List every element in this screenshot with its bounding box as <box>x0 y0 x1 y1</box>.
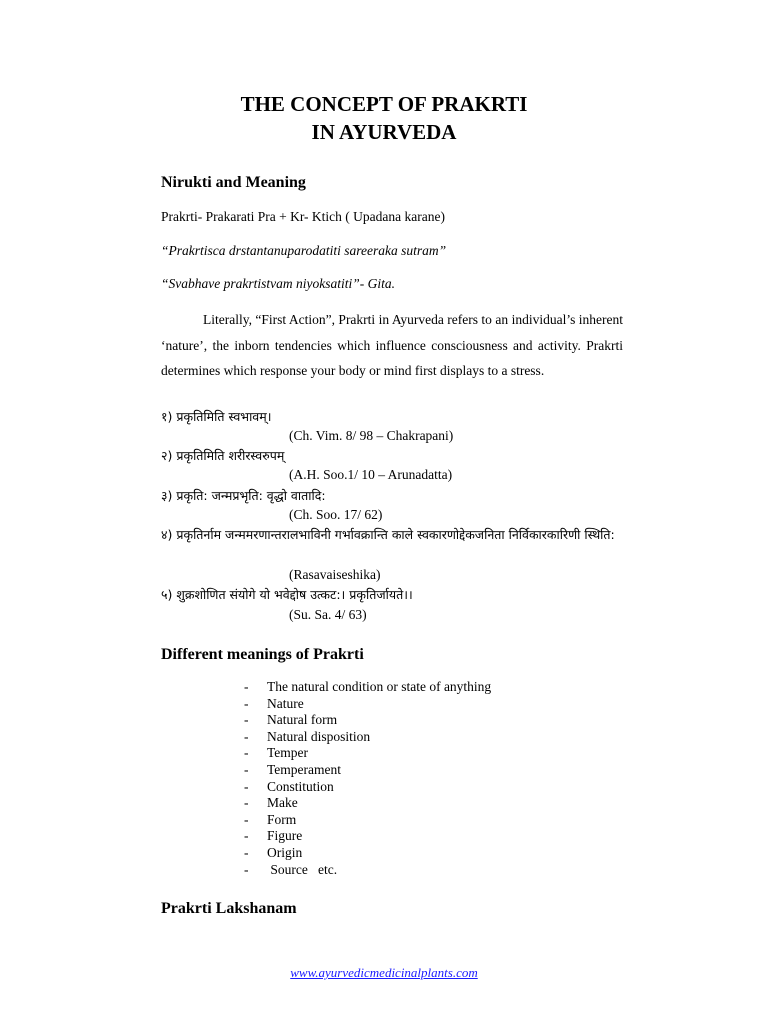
title-line-2: IN AYURVEDA <box>311 120 457 144</box>
list-item: - Natural disposition <box>244 728 371 744</box>
verse-3-reference: (Ch. Soo. 17/ 62) <box>289 507 383 522</box>
list-item: - Form <box>244 811 297 827</box>
verse-5-reference: (Su. Sa. 4/ 63) <box>289 607 367 622</box>
list-item: - Origin <box>244 844 303 860</box>
verse-2: २) प्रकृतिमिति शरीरस्वरुपम् <box>161 448 285 463</box>
section-heading-nirukti: Nirukti and Meaning <box>161 174 306 191</box>
list-item: - Source etc. <box>244 861 338 877</box>
page-title <box>0 90 768 146</box>
title-line-1: THE CONCEPT OF PRAKRTI <box>240 92 528 116</box>
verse-2-reference: (A.H. Soo.1/ 10 – Arunadatta) <box>289 467 453 482</box>
list-item: - Temper <box>244 745 309 761</box>
quote-gita: “Svabhave prakrtistvam niyoksatiti”- Gita. <box>161 276 395 291</box>
quote-sareeraka: “Prakrtisca drstantanuparodatiti sareeraka sutram” <box>161 243 447 258</box>
section-heading-meanings: Different meanings of Prakrti <box>161 646 364 663</box>
verse-3: ३) प्रकृति: जन्मप्रभृति: वृद्धो वातादि: <box>161 488 326 503</box>
list-item: - Nature <box>244 695 304 711</box>
verse-1-reference: (Ch. Vim. 8/ 98 – Chakrapani) <box>289 428 454 443</box>
list-item: - Natural form <box>244 712 338 728</box>
verse-4: ४) प्रकृतिर्नाम जन्ममरणान्तरालभाविनी गर्भावक्रान्ति काले स्वकारणोद्देकजनिता निर्विकारकारिणी स्थिति: <box>161 527 615 542</box>
list-item: - Figure <box>244 828 303 844</box>
verse-4-reference: (Rasavaiseshika) <box>289 567 381 582</box>
verse-5: ५) शुक्रशोणित संयोगे यो भवेद्दोष उत्कट:। प्रकृतिर्जायते।। <box>161 587 413 602</box>
section-heading-lakshanam: Prakrti Lakshanam <box>161 900 297 917</box>
list-item: - The natural condition or state of anything <box>244 679 492 694</box>
website-link[interactable]: www.ayurvedicmedicinalplants.com <box>290 965 478 980</box>
list-item: - Constitution <box>244 778 334 794</box>
meanings-list <box>244 679 491 878</box>
list-item: - Make <box>244 795 298 811</box>
etymology-line: Prakrti- Prakarati Pra + Kr- Ktich ( Upadana karane) <box>161 209 445 224</box>
footer <box>0 964 768 982</box>
list-item: - Temperament <box>244 761 342 777</box>
intro-paragraph: Literally, “First Action”, Prakrti in Ayurveda refers to an individual’s inherent ‘nature’, the inborn tendencies which influence consciousness and activity. Prakrti determines which response your body or mind first displays to a stress. <box>161 312 623 378</box>
verse-1: १) प्रकृतिमिति स्वभावम्। <box>161 409 272 424</box>
